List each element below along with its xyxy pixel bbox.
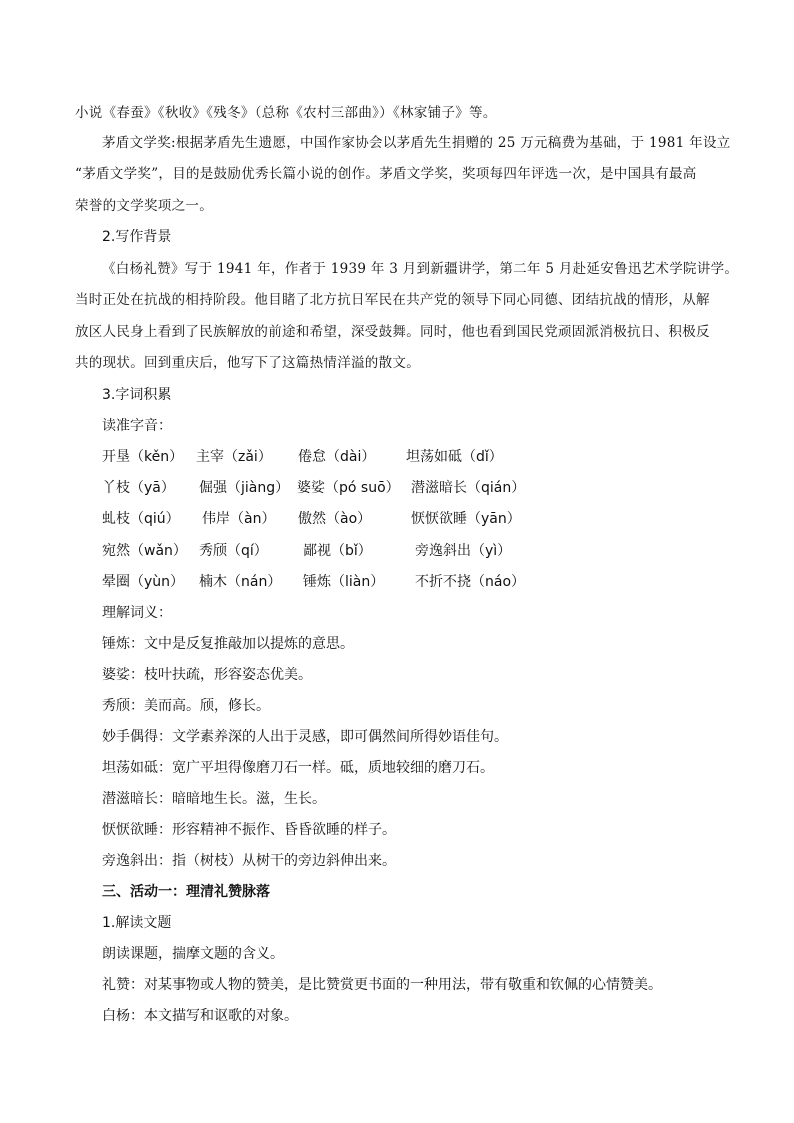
pronunciation-item: 潜滋暗长（qián） bbox=[411, 480, 526, 496]
activity-term: 礼赞 bbox=[102, 977, 130, 993]
pronunciation-item: 宛然（wǎn） bbox=[102, 543, 187, 559]
vocab-heading: 3.字词积累 bbox=[102, 387, 172, 403]
meaning-item bbox=[102, 727, 508, 747]
activity-heading: 三、活动一：理清礼赞脉落 bbox=[102, 884, 270, 900]
activity-term: 白杨 bbox=[102, 1008, 130, 1024]
meaning-item bbox=[102, 696, 270, 716]
meaning-subheading: 理解词义： bbox=[102, 605, 172, 621]
meaning-term: 潜滋暗长 bbox=[102, 791, 158, 807]
activity-instruction: 朗读课题，揣摩文题的含义。 bbox=[102, 946, 284, 962]
meaning-definition: ：指（树枝）从树干的旁边斜伸出来。 bbox=[158, 853, 396, 869]
pronunciation-item: 婆娑（pó suō） bbox=[297, 480, 400, 496]
meaning-item bbox=[102, 758, 494, 778]
meaning-term: 秀颀 bbox=[102, 698, 130, 714]
background-paragraph-line-4: 共的现状。回到重庆后，他写下了这篇热情洋溢的散文。 bbox=[75, 355, 420, 371]
pronunciation-item: 倦怠（dài） bbox=[298, 449, 376, 465]
pronunciation-item: 伟岸（àn） bbox=[202, 511, 276, 527]
meaning-term: 恹恹欲睡 bbox=[102, 822, 158, 838]
pronunciation-item: 不折不挠（náo） bbox=[415, 574, 526, 590]
meaning-definition: ：暗暗地生长。滋，生长。 bbox=[158, 791, 326, 807]
meaning-definition: ：美而高。颀，修长。 bbox=[130, 698, 270, 714]
meaning-item bbox=[102, 634, 354, 654]
meaning-term: 旁逸斜出 bbox=[102, 853, 158, 869]
pronunciation-item: 锤炼（liàn） bbox=[303, 574, 385, 590]
pronunciation-item: 晕圈（yùn） bbox=[102, 574, 185, 590]
pronunciation-row bbox=[0, 541, 794, 561]
pronunciation-item: 坦荡如砥（dǐ） bbox=[406, 449, 503, 465]
meaning-definition: ：文学素养深的人出于灵感，即可偶然间所得妙语佳句。 bbox=[158, 729, 508, 745]
meaning-item bbox=[102, 665, 312, 685]
meaning-definition: ：枝叶扶疏，形容姿态优美。 bbox=[130, 667, 312, 683]
background-paragraph-line-2: 当时正处在抗战的相持阶段。他目睹了北方抗日军民在共产党的领导下同心同德、团结抗战的情形，从解 bbox=[75, 292, 710, 308]
pronunciation-row bbox=[0, 509, 794, 529]
activity-definition-item bbox=[102, 975, 662, 995]
pronunciation-item: 虬枝（qiú） bbox=[102, 511, 180, 527]
meaning-item bbox=[102, 789, 326, 809]
meaning-term: 婆娑 bbox=[102, 667, 130, 683]
meaning-term: 妙手偶得 bbox=[102, 729, 158, 745]
pronunciation-item: 旁逸斜出（yì） bbox=[415, 543, 512, 559]
award-paragraph-line-2: “茅盾文学奖”，目的是鼓励优秀长篇小说的创作。茅盾文学奖，奖项每四年评选一次，是中国具有最高 bbox=[75, 166, 697, 182]
pronunciation-item: 楠木（nán） bbox=[199, 574, 282, 590]
meaning-definition: ：宽广平坦得像磨刀石一样。砥，质地较细的磨刀石。 bbox=[158, 760, 494, 776]
meaning-item bbox=[102, 820, 396, 840]
activity-definition-item bbox=[102, 1006, 298, 1026]
activity-definition: ：对某事物或人物的赞美，是比赞赏更书面的一种用法，带有敬重和钦佩的心情赞美。 bbox=[130, 977, 662, 993]
pronunciation-item: 丫枝（yā） bbox=[102, 480, 175, 496]
pronunciation-item: 倔强（jiàng） bbox=[199, 480, 290, 496]
background-paragraph-line-1: 《白杨礼赞》写于 1941 年，作者于 1939 年 3 月到新疆讲学，第二年 5 月赴延安鲁迅艺术学院讲学。 bbox=[102, 261, 739, 277]
pronunciation-row bbox=[0, 447, 794, 467]
activity-definition: ：本文描写和讴歌的对象。 bbox=[130, 1008, 298, 1024]
background-heading: 2.写作背景 bbox=[102, 229, 172, 245]
meaning-item bbox=[102, 851, 396, 871]
pronunciation-item: 开垦（kěn） bbox=[102, 449, 184, 465]
award-paragraph-line-3: 荣誉的文学奖项之一。 bbox=[75, 198, 213, 214]
pronunciation-row bbox=[0, 572, 794, 592]
meaning-definition: ：文中是反复推敲加以提炼的意思。 bbox=[130, 636, 354, 652]
intro-works-line: 小说《春蚕》《秋收》《残冬》（总称《农村三部曲》）《林家铺子》等。 bbox=[75, 105, 497, 121]
pronunciation-subheading: 读准字音： bbox=[102, 418, 172, 434]
pronunciation-item: 主宰（zǎi） bbox=[196, 449, 272, 465]
meaning-term: 坦荡如砥 bbox=[102, 760, 158, 776]
pronunciation-item: 鄙视（bǐ） bbox=[303, 543, 372, 559]
background-paragraph-line-3: 放区人民身上看到了民族解放的前途和希望，深受鼓舞。同时，他也看到国民党顽固派消极抗日、积极反 bbox=[75, 324, 710, 340]
pronunciation-item: 恹恹欲睡（yān） bbox=[411, 511, 521, 527]
pronunciation-row bbox=[0, 478, 794, 498]
meaning-term: 锤炼 bbox=[102, 636, 130, 652]
meaning-definition: ：形容精神不振作、昏昏欲睡的样子。 bbox=[158, 822, 396, 838]
pronunciation-item: 傲然（ào） bbox=[298, 511, 372, 527]
activity-subheading: 1.解读文题 bbox=[102, 915, 172, 931]
award-paragraph-line-1: 茅盾文学奖:根据茅盾先生遗愿，中国作家协会以茅盾先生捐赠的 25 万元稿费为基础，于 1981 年设立 bbox=[102, 135, 731, 151]
pronunciation-item: 秀颀（qí） bbox=[199, 543, 268, 559]
